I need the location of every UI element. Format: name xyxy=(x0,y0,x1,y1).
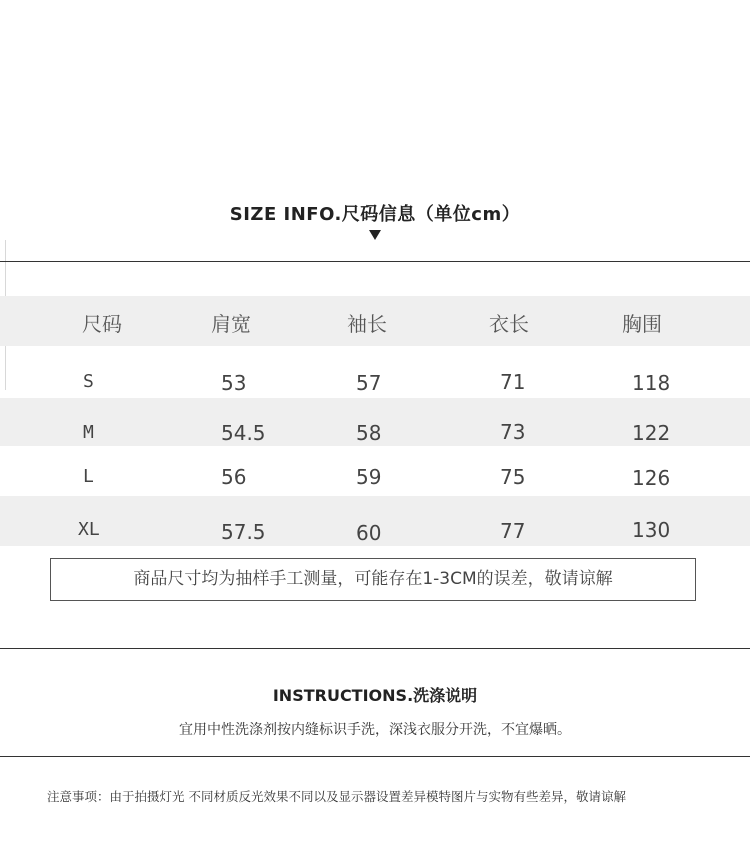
header-sleeve: 袖长 xyxy=(347,312,387,336)
header-shoulder: 肩宽 xyxy=(211,312,251,336)
cell-shoulder: 53 xyxy=(221,371,247,395)
measure-note-text: 商品尺寸均为抽样手工测量，可能存在1-3CM的误差，敬请谅解 xyxy=(133,569,613,589)
divider-bottom xyxy=(0,756,750,757)
cell-chest: 118 xyxy=(632,371,671,395)
header-chest: 胸围 xyxy=(622,312,662,336)
cell-size: XL xyxy=(78,519,100,540)
cell-length: 75 xyxy=(500,465,526,489)
divider-middle xyxy=(0,648,750,649)
cell-chest: 126 xyxy=(632,466,671,490)
cell-chest: 122 xyxy=(632,421,671,445)
cell-sleeve: 58 xyxy=(356,421,382,445)
cell-sleeve: 59 xyxy=(356,465,382,489)
cell-length: 71 xyxy=(500,370,526,394)
footer-note: 注意事项：由于拍摄灯光 不同材质反光效果不同以及显示器设置差异模特图片与实物有些差异，敬请谅解 xyxy=(47,789,626,804)
cell-size: S xyxy=(83,371,94,392)
size-info-title: SIZE INFO.尺码信息（单位cm） xyxy=(229,204,521,225)
instructions-text: 宜用中性洗涤剂按内缝标识手洗，深浅衣服分开洗，不宜爆晒。 xyxy=(179,722,571,738)
cell-sleeve: 60 xyxy=(356,521,382,545)
cell-sleeve: 57 xyxy=(356,371,382,395)
cell-length: 73 xyxy=(500,420,526,444)
cell-shoulder: 56 xyxy=(221,465,247,489)
instructions-title: INSTRUCTIONS.洗涤说明 xyxy=(272,686,478,705)
cell-length: 77 xyxy=(500,519,526,543)
cell-size: M xyxy=(83,422,94,443)
header-size: 尺码 xyxy=(82,312,122,336)
header-length: 衣长 xyxy=(489,312,529,336)
down-arrow-icon xyxy=(369,230,381,240)
cell-shoulder: 57.5 xyxy=(221,520,266,544)
cell-size: L xyxy=(83,466,94,487)
cell-shoulder: 54.5 xyxy=(221,421,266,445)
measure-note-box xyxy=(50,558,696,601)
cell-chest: 130 xyxy=(632,518,671,542)
divider-top xyxy=(0,261,750,262)
